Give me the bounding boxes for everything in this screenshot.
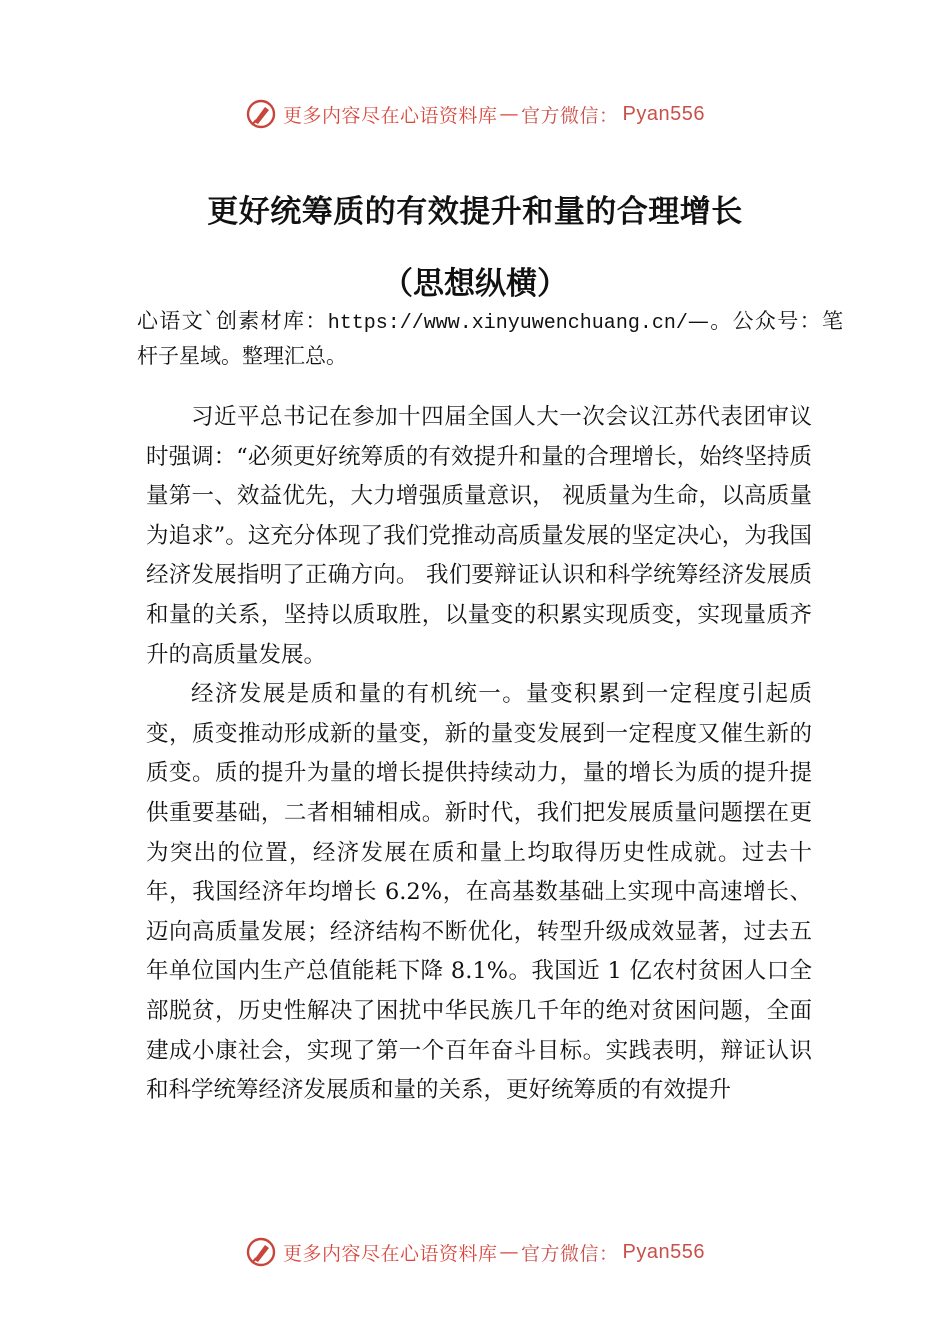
pen-nib-circle-icon	[245, 98, 277, 130]
banner-dash: —	[499, 103, 520, 125]
source-prefix: 心语文`创素材库：	[137, 309, 328, 333]
banner-wechat-label: 官方微信：	[521, 1242, 619, 1265]
pen-nib-circle-icon	[245, 1236, 277, 1268]
source-url[interactable]: https://www.xinyuwenchuang.cn/	[327, 312, 688, 335]
banner-wechat-label: 官方微信：	[521, 104, 619, 127]
banner-text: 更多内容尽在心语资料库	[283, 1242, 498, 1265]
banner-wechat-id: Pyan556	[622, 102, 705, 125]
document-title: 更好统筹质的有效提升和量的合理增长	[207, 194, 743, 230]
footer-banner	[0, 1232, 950, 1272]
banner-wechat-id: Pyan556	[622, 1240, 705, 1263]
banner-dash: —	[499, 1241, 520, 1263]
paragraph-2: 经济发展是质和量的有机统一。量变积累到一定程度引起质变，质变推动形成新的量变，新的量变发展到一定程度又催生新的质变。质的提升为量的增长提供持续动力，量的增长为质的提升提供重要基础，二者相辅相成。新时代，我们把发展质量问题摆在更为突出的位置，经济发展在质和量上均取得历史性成就。过去十年，我国经济年均增长 6.2%，在高基数基础上实现中高速增长、迈向高质量发展；经济结构不断优化，转型升级成效显著，过去五年单位国内生产总值能耗下降 8.1%。我国近 1 亿农村贫困人口全部脱贫，历史性解决了困扰中华民族几千年的绝对贫困问题，全面建成小康社会，实现了第一个百年奋斗目标。实践表明，辩证认识和科学统筹经济发展质和量的关系，更好统筹质的有效提升	[146, 681, 812, 1104]
header-banner	[0, 94, 950, 134]
source-suffix: —。公众号：笔杆子星域。整理汇总。	[137, 309, 844, 368]
paragraph-1: 习近平总书记在参加十四届全国人大一次会议江苏代表团审议时强调：“必须更好统筹质的有效提升和量的合理增长，始终坚持质量第一、效益优先，大力增强质量意识， 视质量为生命，以高质量为追求”。这充分体现了我们党推动高质量发展的坚定决心，为我国经济发展指明了正确方向。 我们要辩证认识和科学统筹经济发展质和量的关系，坚持以质取胜，以量变的积累实现质变，实现量质齐升的高质量发展。	[146, 404, 812, 668]
article-body	[146, 398, 812, 1111]
source-line	[137, 305, 843, 372]
banner-text: 更多内容尽在心语资料库	[283, 104, 498, 127]
document-subtitle: （思想纵横）	[382, 266, 568, 302]
